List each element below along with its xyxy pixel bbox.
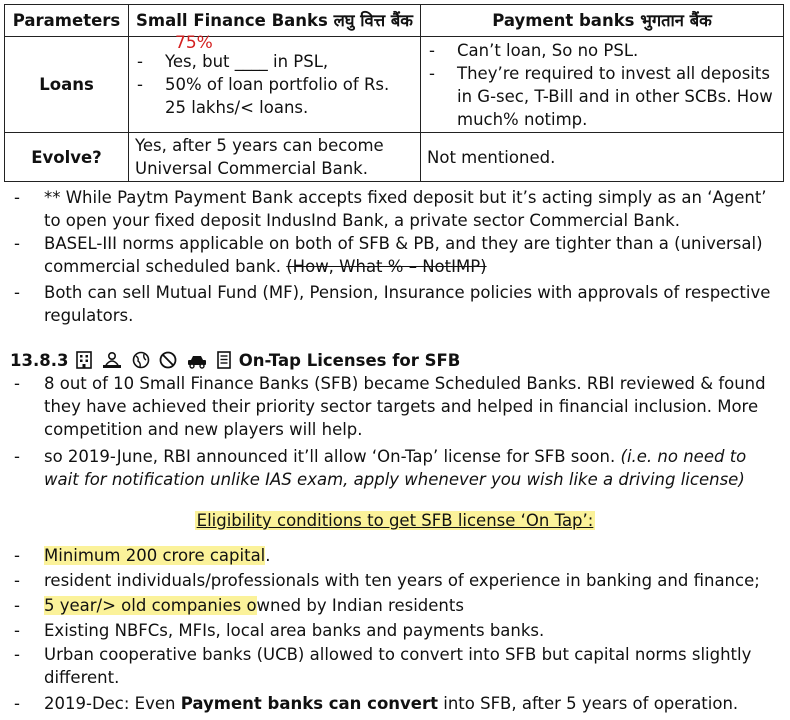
note-text: BASEL-III norms applicable on both of SFB & PB, and they are tighter than a (universal) commercial scheduled bank. <box>44 234 763 276</box>
sfb-loans-item1: Yes, but ____ in PSL, <box>165 52 329 71</box>
bullet-dash: - <box>14 546 20 565</box>
highlighted-text: 5 year/> old companies o <box>44 596 257 615</box>
header-small-finance-banks: Small Finance Banks लघु वित्त बैंक <box>129 5 421 37</box>
note-basel <box>14 232 784 278</box>
list-item <box>135 33 414 73</box>
bullet-dash: - <box>14 374 20 393</box>
eligibility-item: - resident individuals/professionals with ten years of experience in banking and finance; <box>14 571 760 590</box>
section-item-scheduled <box>14 372 784 441</box>
bullet-dash: - <box>429 40 435 60</box>
note-text: ** While Paytm Payment Bank accepts fixed deposit but it’s acting simply as an ‘Agent’ to open your fixed deposit IndusInd Bank, a private sector Commercial Bank. <box>44 188 767 230</box>
comparison-table <box>4 4 784 182</box>
row-label-evolve: Evolve? <box>5 133 129 182</box>
section-title: On-Tap Licenses for SFB <box>238 351 461 370</box>
sfb-loans-item2: 50% of loan portfolio of Rs. 25 lakhs/< loans. <box>165 75 390 117</box>
handwritten-blank-value: 75% <box>175 33 213 53</box>
eligibility-item: - 2019-Dec: Even Payment banks can convert into SFB, after 5 years of operation. <box>14 694 739 713</box>
bullet-dash: - <box>14 447 20 466</box>
section-item-on-tap <box>14 445 784 491</box>
list-item <box>427 62 777 131</box>
section-number: 13.8.3 <box>10 351 69 370</box>
bold-text: Payment banks can convert <box>180 694 438 713</box>
bullet-dash: - <box>14 645 20 664</box>
table-header-row <box>5 5 784 37</box>
section-item-text: so 2019-June, RBI announced it’ll allow ‘On-Tap’ license for SFB soon. <box>44 447 616 466</box>
list-item <box>427 39 777 62</box>
eligibility-heading: Eligibility conditions to get SFB license ‘On Tap’: <box>196 511 594 530</box>
bullet-dash: - <box>14 283 20 302</box>
bullet-dash: - <box>14 188 20 207</box>
cell-sfb-evolve: Yes, after 5 years can become Universal Commercial Bank. <box>129 133 421 182</box>
section-item-text: 8 out of 10 Small Finance Banks (SFB) became Scheduled Banks. RBI reviewed & found they have achieved their priority sector targets and helped in financial inclusion. More competition and new players will help. <box>44 374 766 439</box>
cell-pb-evolve: Not mentioned. <box>421 133 784 182</box>
bullet-dash: - <box>14 571 20 590</box>
cell-sfb-loans <box>129 33 421 133</box>
list-item <box>135 73 414 119</box>
eligibility-item: - 5 year/> old companies owned by Indian residents <box>14 596 464 615</box>
bullet-dash: - <box>14 596 20 615</box>
bullet-dash: - <box>429 63 435 83</box>
eligibility-item: - Minimum 200 crore capital. <box>14 546 271 565</box>
pb-loans-item1: Can’t loan, So no PSL. <box>457 40 639 60</box>
bullet-dash: - <box>137 75 143 94</box>
bullet-dash: - <box>137 52 143 71</box>
bullet-dash: - <box>14 694 20 713</box>
highlighted-text: Minimum 200 crore capital <box>44 546 266 565</box>
eligibility-item: - Existing NBFCs, MFIs, local area banks and payments banks. <box>14 621 545 640</box>
table-row-loans <box>5 37 784 133</box>
bullet-dash: - <box>14 234 20 253</box>
note-text: Both can sell Mutual Fund (MF), Pension, Insurance policies with approvals of respective regulators. <box>44 283 771 325</box>
pb-loans-item2: They’re required to invest all deposits in G-sec, T-Bill and in other SCBs. How much% notimp. <box>457 63 773 129</box>
eligibility-item: - Urban cooperative banks (UCB) allowed to convert into SFB but capital norms slightly different. <box>14 645 752 687</box>
header-parameters: Parameters <box>5 5 129 37</box>
table-row-evolve <box>5 133 784 182</box>
note-paytm <box>14 186 784 232</box>
cell-pb-loans <box>421 37 784 133</box>
row-label-loans: Loans <box>5 37 129 133</box>
bullet-dash: - <box>14 621 20 640</box>
struck-note: (How, What % – NotIMP) <box>286 257 487 276</box>
section-item-note: (i.e. no need to wait for notification unlike IAS exam, apply whenever you wish like a driving license) <box>44 447 747 489</box>
note-mutual-fund <box>14 281 784 327</box>
header-payment-banks: Payment banks भुगतान बैंक <box>421 5 784 37</box>
